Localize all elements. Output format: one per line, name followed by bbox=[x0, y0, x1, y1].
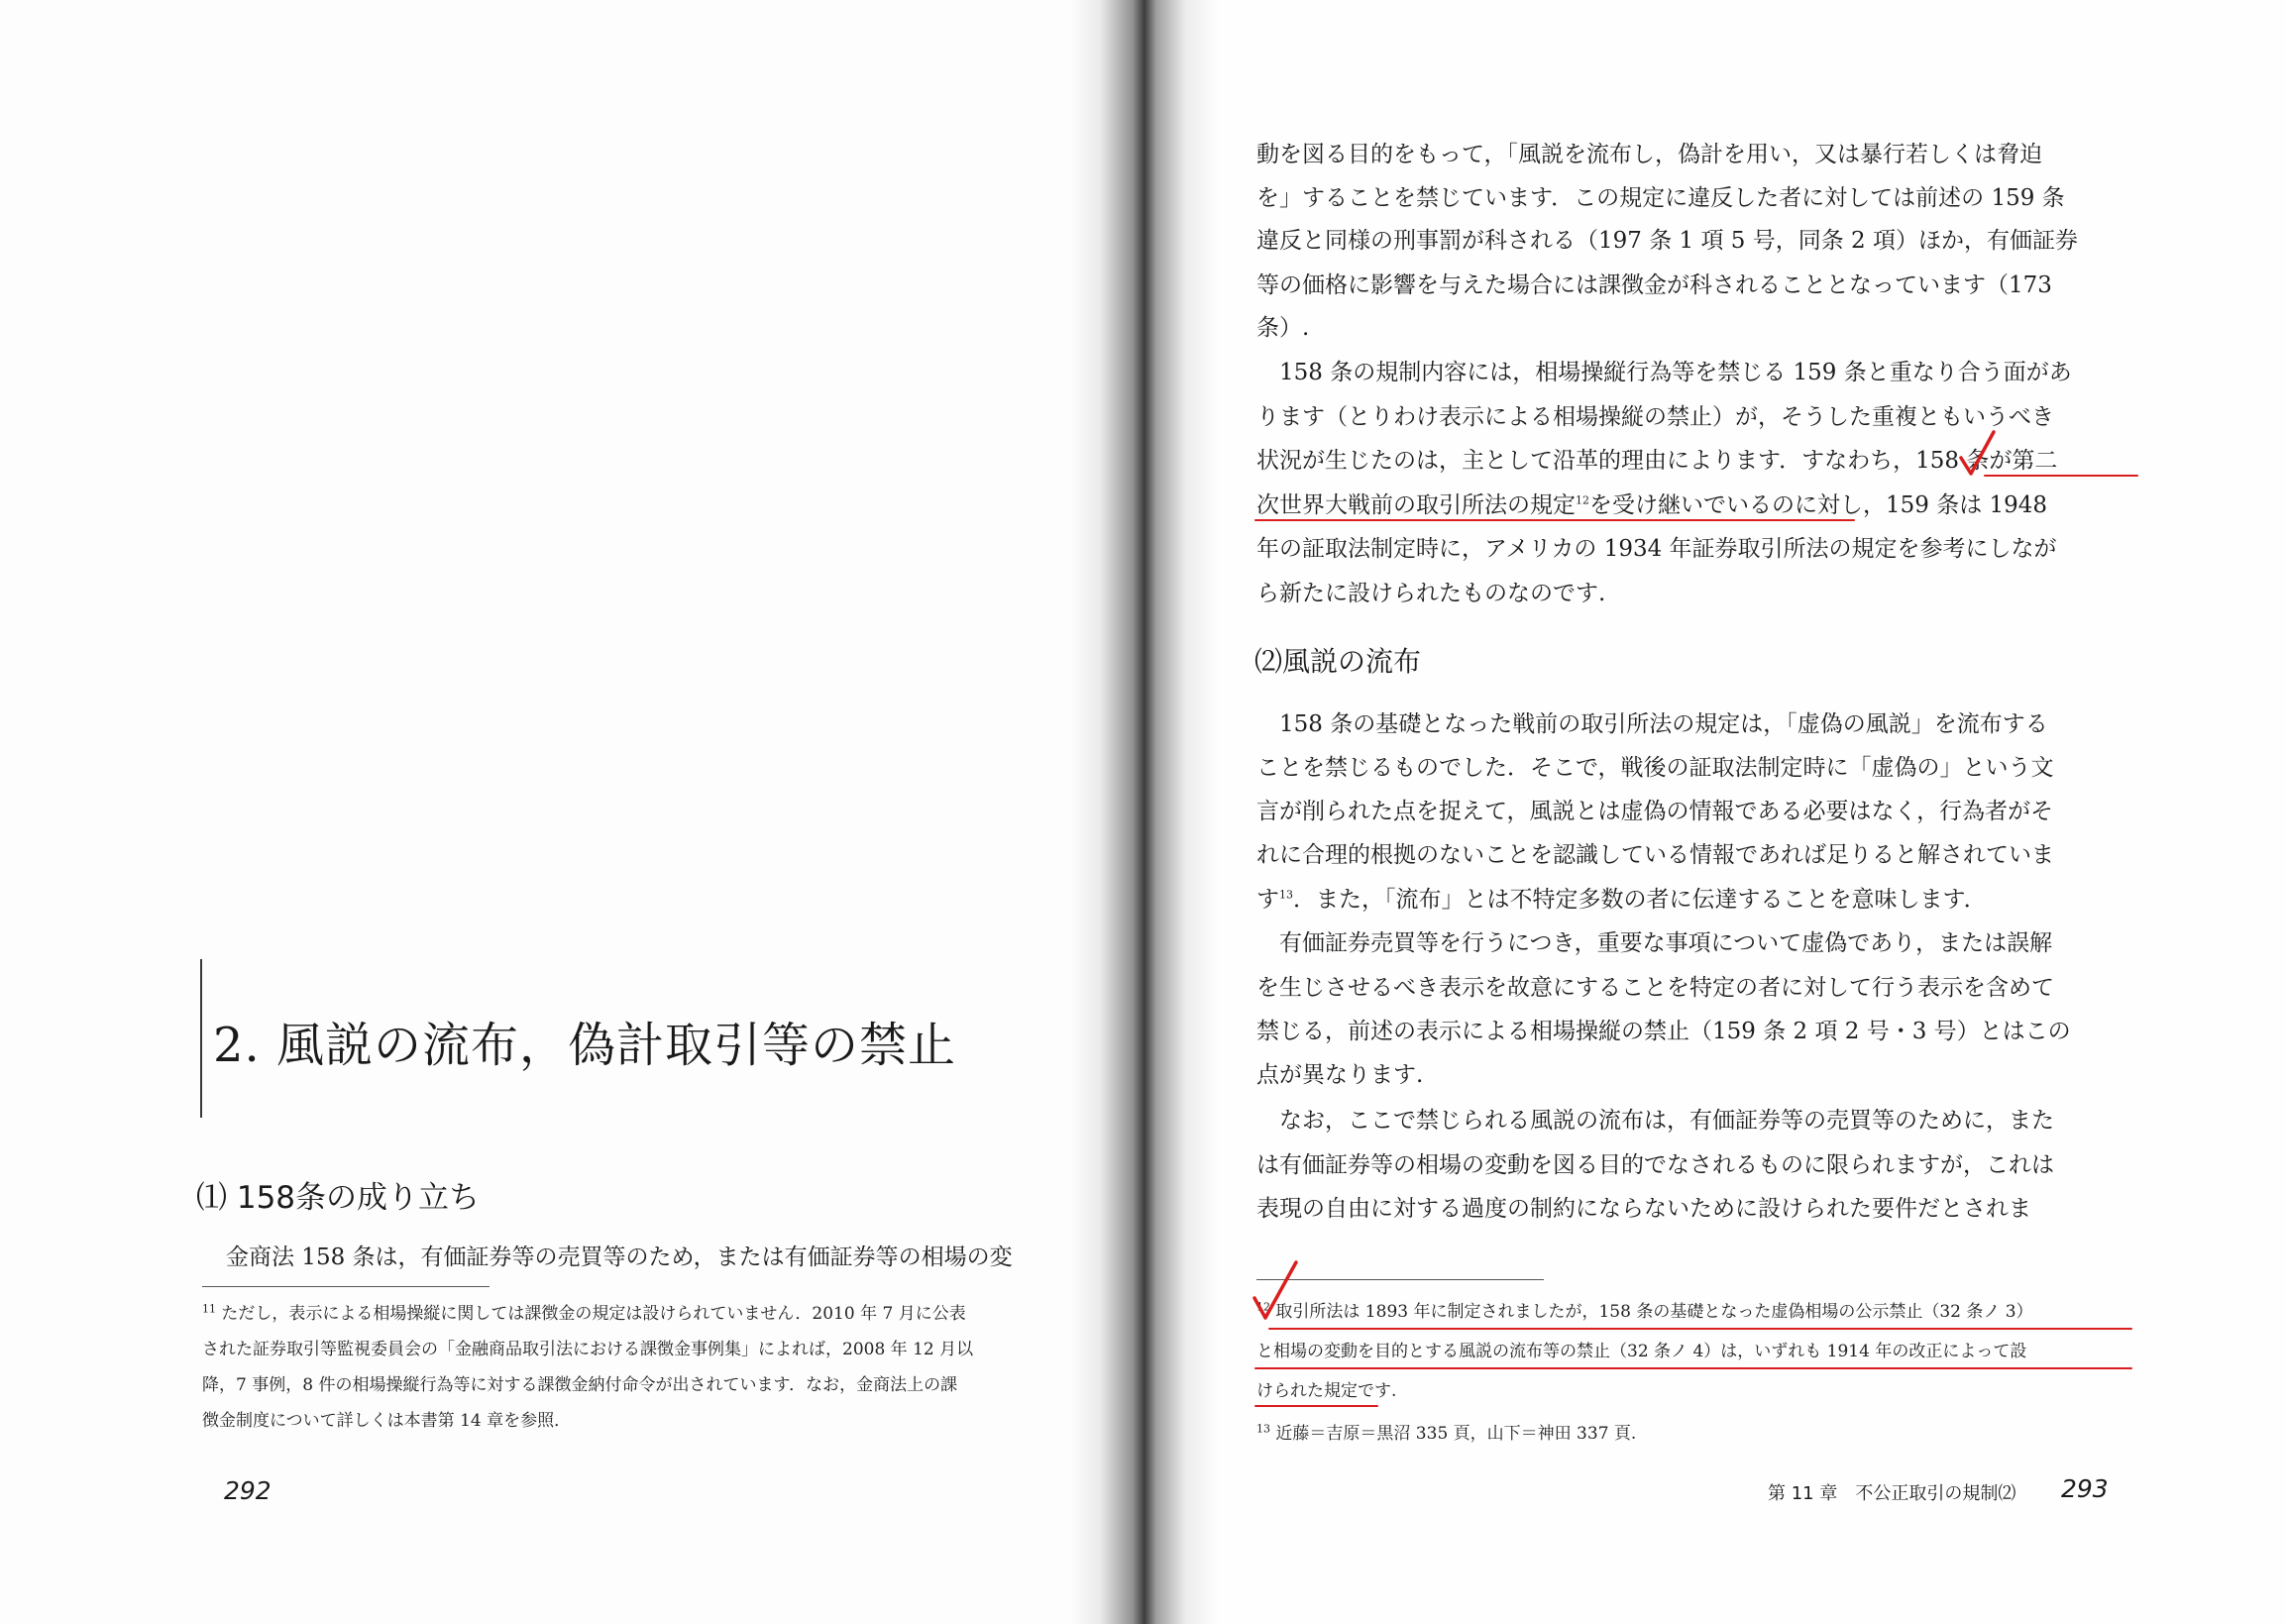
body-text-line: 158 条の基礎となった戦前の取引所法の規定は，「虚偽の風説」を流布する bbox=[1256, 711, 2048, 737]
body-text-line: ら新たに設けられたものなのです. bbox=[1256, 581, 1606, 606]
body-text: ．また，「流布」とは不特定多数の者に伝達することを意味します． bbox=[1293, 887, 1987, 913]
body-text-line: 158 条の規制内容には，相場操縦行為等を禁じる 159 条と重なり合う面があ bbox=[1256, 360, 2072, 385]
page-number: 292 bbox=[224, 1476, 272, 1505]
body-text: す bbox=[1256, 887, 1279, 913]
body-text-line: 違反と同様の刑事罰が科される（197 条 1 項 5 号，同条 2 項）ほか，有価証券 bbox=[1256, 228, 2078, 254]
footnote-12-line: けられた規定です. bbox=[1256, 1381, 1397, 1401]
body-text-line: を」することを禁じています．この規定に違反した者に対しては前述の 159 条 bbox=[1256, 185, 2065, 211]
footnote-12-line bbox=[1256, 1294, 2033, 1330]
body-text-line: 動を図る目的をもって，「風説を流布し，偽計を用い，又は暴行若しくは脅迫 bbox=[1256, 142, 2043, 167]
body-text-line: を生じさせるべき表示を故意にすることを特定の者に対して行う表示を含めて bbox=[1256, 975, 2054, 1001]
footnote-11-line: された証券取引等監視委員会の「金融商品取引法における課徴金事例集」によれば，2008 年 12 月以 bbox=[202, 1340, 974, 1359]
subsection-heading: ⑵風説の流布 bbox=[1254, 645, 1422, 678]
body-text-line: なお，ここで禁じられる風説の流布は，有価証券等の売買等のために，また bbox=[1256, 1108, 2054, 1134]
body-text-line: 条）. bbox=[1256, 315, 1310, 341]
body-text-line: 点が異なります. bbox=[1256, 1062, 1424, 1088]
body-text-line bbox=[1256, 878, 1987, 921]
red-underline bbox=[1254, 519, 1855, 521]
body-text-line: は有価証券等の相場の変動を図る目的でなされるものに限られますが，これは bbox=[1256, 1152, 2054, 1178]
subsection-heading: ⑴ 158条の成り立ち bbox=[196, 1180, 481, 1216]
footnote-11-line bbox=[202, 1296, 966, 1332]
red-checkmark-icon bbox=[1958, 428, 1998, 480]
footnote-mark: 13 bbox=[1256, 1422, 1270, 1436]
page-number: 293 bbox=[2061, 1474, 2109, 1503]
footnote-ref-12: 12 bbox=[1576, 493, 1589, 507]
body-text-line: 状況が生じたのは，主として沿革的理由によります．すなわち，158 条が第二 bbox=[1256, 448, 2058, 474]
section-heading: 2. 風説の流布，偽計取引等の禁止 bbox=[213, 1018, 957, 1073]
footnote-11-line: 降，7 事例，8 件の相場操縦行為等に対する課徴金納付命令が出されています．なお，金商法上の課 bbox=[202, 1375, 958, 1395]
footnote-11-line: 徴金制度について詳しくは本書第 14 章を参照． bbox=[202, 1411, 572, 1431]
footnote-12-line: と相場の変動を目的とする風説の流布等の禁止（32 条ノ 4）は，いずれも 1914 年の改正によって設 bbox=[1256, 1342, 2027, 1361]
body-text-line: 言が削られた点を捉えて，風説とは虚偽の情報である必要はなく，行為者がそ bbox=[1256, 799, 2054, 824]
body-text-line: 表現の自由に対する過度の制約にならないために設けられた要件だとされま bbox=[1256, 1196, 2031, 1222]
body-text: を受け継いでいるのに対し，159 条は 1948 bbox=[1589, 492, 2048, 518]
left-page bbox=[0, 0, 1110, 1624]
footnote-mark: 11 bbox=[202, 1302, 216, 1316]
body-text-line: ことを禁じるものでした．そこで，戦後の証取法制定時に「虚偽の」という文 bbox=[1256, 755, 2054, 781]
footnote-text: 近藤＝吉原＝黒沼 335 頁，山下＝神田 337 頁. bbox=[1270, 1424, 1637, 1444]
body-text-line: れに合理的根拠のないことを認識している情報であれば足りると解されていま bbox=[1256, 842, 2054, 868]
footnote-13-line bbox=[1256, 1416, 1636, 1452]
book-gutter-shadow bbox=[1070, 0, 1219, 1624]
red-underline bbox=[1254, 1405, 1378, 1407]
body-text-line: 年の証取法制定時に，アメリカの 1934 年証券取引所法の規定を参考にしなが bbox=[1256, 536, 2057, 562]
footnote-rule bbox=[202, 1286, 490, 1287]
red-underline bbox=[1254, 1367, 2132, 1369]
red-underline bbox=[1268, 1328, 2132, 1330]
footnote-mark: 12 bbox=[1256, 1300, 1270, 1314]
body-text-line: 等の価格に影響を与えた場合には課徴金が科されることとなっています（173 bbox=[1256, 272, 2052, 298]
body-text: 次世界大戦前の取引所法の規定 bbox=[1256, 492, 1576, 518]
section-side-rule bbox=[200, 959, 202, 1118]
footnote-text: ただし，表示による相場操縦に関しては課徴金の規定は設けられていません．2010 年 7 月に公表 bbox=[216, 1304, 966, 1324]
red-underline bbox=[1984, 475, 2138, 477]
running-footer: 第 11 章 不公正取引の規制⑵ bbox=[1768, 1483, 2016, 1504]
body-text-line: 有価証券売買等を行うにつき，重要な事項について虚偽であり，または誤解 bbox=[1256, 930, 2053, 956]
body-text-line: ります（とりわけ表示による相場操縦の禁止）が，そうした重複ともいうべき bbox=[1256, 404, 2054, 430]
footnote-text: 取引所法は 1893 年に制定されましたが，158 条の基礎となった虚偽相場の公示禁止（32 条ノ 3） bbox=[1270, 1302, 2033, 1322]
red-checkmark-icon bbox=[1251, 1258, 1302, 1324]
body-text-line: 金商法 158 条は，有価証券等の売買等のため，または有価証券等の相場の変 bbox=[226, 1245, 1013, 1270]
body-text-line: 禁じる，前述の表示による相場操縦の禁止（159 条 2 項 2 号・3 号）とはこの bbox=[1256, 1019, 2071, 1044]
footnote-ref-13: 13 bbox=[1279, 888, 1293, 902]
